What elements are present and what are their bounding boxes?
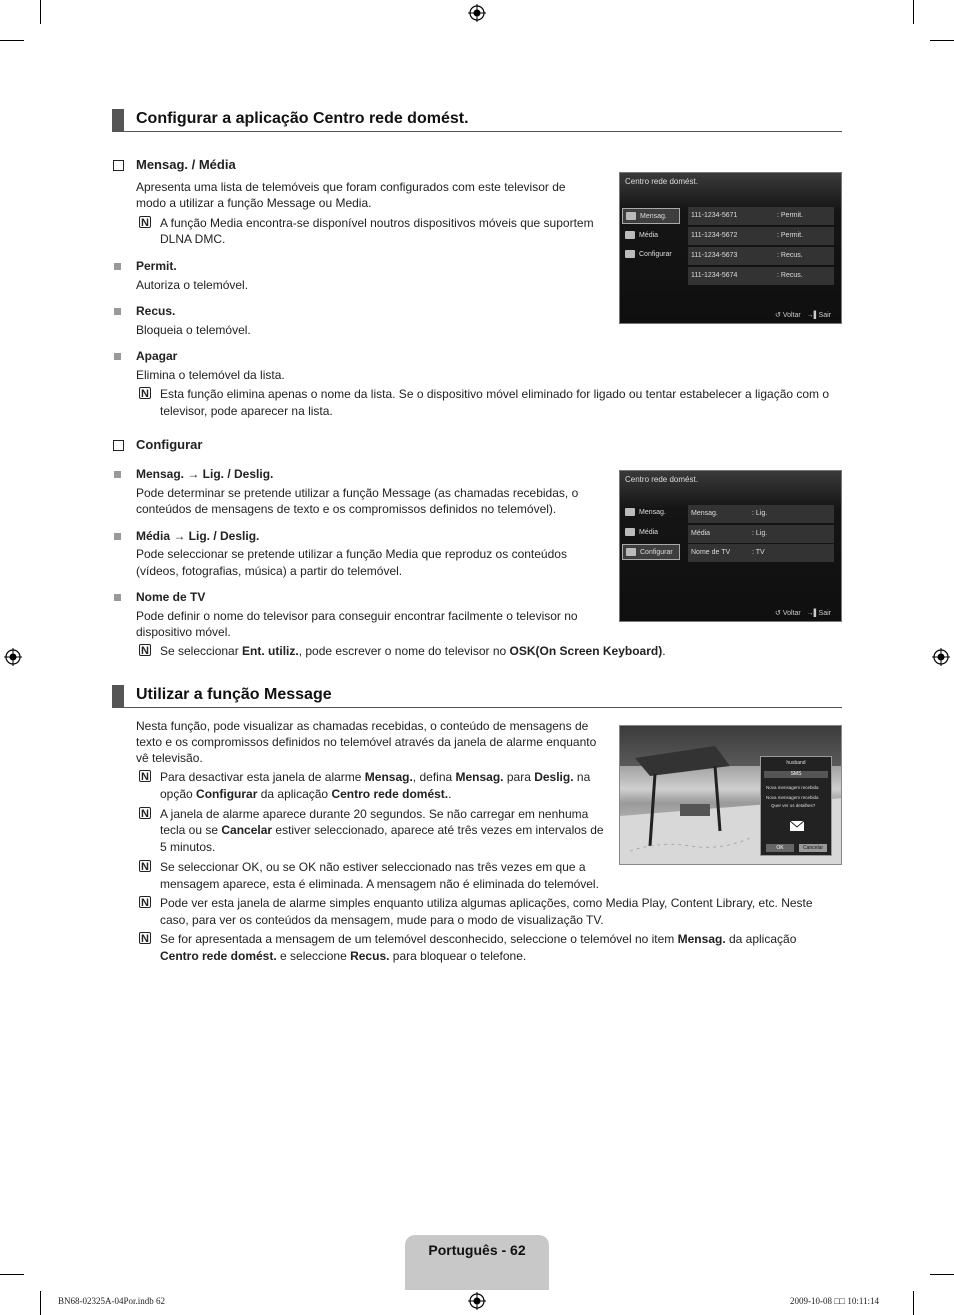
checkbox-bullet-icon bbox=[113, 160, 124, 171]
back-label[interactable]: Voltar bbox=[782, 610, 801, 617]
subsection-heading: Mensag. / Média bbox=[136, 157, 236, 172]
item-text: Pode definir o nome do televisor para conseguir encontrar facilmente o televisor no bbox=[136, 609, 578, 623]
note-icon: N bbox=[139, 387, 151, 399]
tv-list-row[interactable] bbox=[688, 227, 834, 245]
note-icon: N bbox=[139, 216, 151, 228]
note-text: caso, para ver os conteúdos da mensagem, mude para o modo de visualização TV. bbox=[160, 913, 604, 927]
envelope-icon bbox=[626, 212, 636, 220]
text-run: opção bbox=[160, 787, 197, 801]
phone-status: : Recus. bbox=[777, 252, 803, 259]
tv-setting-row[interactable] bbox=[688, 544, 834, 562]
note-icon: N bbox=[139, 932, 151, 944]
menu-label: Configurar bbox=[640, 549, 673, 556]
setting-value: : Lig. bbox=[752, 530, 768, 537]
back-label[interactable]: Voltar bbox=[782, 312, 801, 319]
tv-list-row[interactable] bbox=[688, 207, 834, 225]
alarm-sender: husband bbox=[786, 760, 806, 766]
text-run: Se seleccionar bbox=[160, 644, 243, 658]
tv-menu-mensag[interactable] bbox=[622, 505, 680, 521]
phone-number: 111-1234-5671 bbox=[691, 212, 738, 219]
exit-label[interactable]: Sair bbox=[818, 312, 831, 319]
item-text: dispositivo móvel. bbox=[136, 625, 231, 639]
phone-number: 111-1234-5674 bbox=[691, 272, 738, 279]
note-text: Pode ver esta janela de alarme simples enquanto utiliza algumas aplicações, como Media Play, Content Library, etc. Neste bbox=[160, 896, 813, 910]
setting-key: Média bbox=[691, 530, 711, 537]
media-icon bbox=[625, 528, 635, 536]
text-run: , defina bbox=[412, 770, 456, 784]
text-run: da aplicação bbox=[257, 787, 332, 801]
exit-icon: →▌ bbox=[806, 312, 819, 319]
bullet-square-icon bbox=[114, 594, 121, 601]
note-text bbox=[160, 643, 666, 660]
text-run: . bbox=[662, 644, 666, 658]
note-text: Se seleccionar OK, ou se OK não estiver seleccionado nas três vezes em que a bbox=[160, 860, 586, 874]
item-text: Pode determinar se pretende utilizar a função Message (as chamadas recebidas, o bbox=[136, 486, 579, 500]
setting-key: Nome de TV bbox=[691, 549, 731, 556]
tv-screen-alarm bbox=[619, 725, 842, 865]
note-text: DLNA DMC. bbox=[160, 232, 226, 246]
paragraph: Nesta função, pode visualizar as chamadas recebidas, o conteúdo de mensagens de bbox=[136, 719, 589, 733]
envelope-icon bbox=[789, 820, 805, 832]
tv-list-row[interactable] bbox=[688, 267, 834, 285]
menu-label: Mensag. bbox=[640, 213, 667, 220]
text-run: OSK(On Screen Keyboard) bbox=[509, 644, 663, 658]
text-run: Se for apresentada a mensagem de um telemóvel desconhecido, seleccione o telemóvel no item bbox=[160, 932, 678, 946]
item-text: (vídeos, fotografias, música) a partir do telemóvel. bbox=[136, 564, 403, 578]
text-run: . bbox=[448, 787, 452, 801]
media-icon bbox=[625, 231, 635, 239]
text-run: na bbox=[573, 770, 591, 784]
tv-list-row[interactable] bbox=[688, 247, 834, 265]
item-heading: Mensag. → Lig. / Deslig. bbox=[136, 467, 274, 481]
exit-icon: →▌ bbox=[806, 610, 819, 617]
section-marker bbox=[112, 109, 124, 131]
paragraph: Apresenta uma lista de telemóveis que foram configurados com este televisor de bbox=[136, 180, 566, 194]
note-text: Esta função elimina apenas o nome da lista. Se o dispositivo móvel eliminado for ligado ou tentar estabelecer a ligação com o bbox=[160, 387, 830, 401]
gear-icon bbox=[625, 250, 635, 258]
menu-label: Mensag. bbox=[639, 509, 666, 516]
text-run: Mensag. bbox=[677, 932, 726, 946]
bullet-square-icon bbox=[114, 533, 121, 540]
print-file-name: BN68-02325A-04Por.indb 62 bbox=[58, 1296, 166, 1306]
alarm-cancel-button[interactable]: Cancelar bbox=[799, 844, 827, 852]
note-icon: N bbox=[139, 807, 151, 819]
return-icon: ↺ bbox=[775, 610, 783, 617]
page-number: Português - 62 bbox=[428, 1242, 526, 1258]
tv-footer bbox=[775, 311, 831, 319]
text-run: para bloquear o telefone. bbox=[389, 949, 527, 963]
phone-number: 111-1234-5673 bbox=[691, 252, 738, 259]
note-text bbox=[160, 948, 526, 965]
item-heading: Permit. bbox=[136, 259, 177, 273]
setting-key: Mensag. bbox=[691, 510, 718, 517]
note-icon: N bbox=[139, 644, 151, 656]
text-run: Para desactivar esta janela de alarme bbox=[160, 770, 365, 784]
tv-footer bbox=[775, 609, 831, 617]
item-text: Autoriza o telemóvel. bbox=[136, 278, 249, 292]
registration-mark-icon bbox=[932, 648, 950, 666]
tv-title: Centro rede domést. bbox=[625, 177, 698, 186]
crop-mark bbox=[0, 1274, 24, 1275]
paragraph: vê televisão. bbox=[136, 751, 203, 765]
bullet-square-icon bbox=[114, 263, 121, 270]
menu-label: Configurar bbox=[639, 251, 672, 258]
section-rule bbox=[112, 131, 842, 132]
bullet-square-icon bbox=[114, 308, 121, 315]
paragraph: texto e os compromissos definidos no telemóvel através da janela de alarme enquanto bbox=[136, 735, 597, 749]
note-text bbox=[160, 769, 590, 786]
note-text bbox=[160, 822, 604, 839]
crop-mark bbox=[913, 1291, 914, 1315]
subsection-heading: Configurar bbox=[136, 437, 203, 452]
note-text: mensagem aparece, esta é eliminada. A mensagem não é eliminada do telemóvel. bbox=[160, 877, 599, 891]
alarm-type: SMS bbox=[764, 771, 828, 778]
text-run: , pode escrever o nome do televisor no bbox=[298, 644, 510, 658]
alarm-line: Quer ver os detalhes? bbox=[771, 803, 816, 808]
tv-menu-mensag[interactable] bbox=[622, 208, 680, 224]
print-timestamp: 2009-10-08 □□ 10:11:14 bbox=[790, 1296, 880, 1306]
item-text: conteúdos de mensagens de texto e os compromissos definidos no telemóvel). bbox=[136, 502, 557, 516]
note-text bbox=[160, 786, 451, 803]
phone-status: : Permit. bbox=[777, 212, 804, 219]
phone-number: 111-1234-5672 bbox=[691, 232, 738, 239]
note-text: A janela de alarme aparece durante 20 segundos. Se não carregar em nenhuma bbox=[160, 807, 589, 821]
section-title: Utilizar a função Message bbox=[136, 686, 332, 703]
text-run: Centro rede domést. bbox=[160, 949, 277, 963]
tv-menu-media[interactable] bbox=[622, 228, 680, 244]
section-marker bbox=[112, 685, 124, 707]
gear-icon bbox=[626, 548, 636, 556]
tv-menu-media[interactable] bbox=[622, 525, 680, 541]
note-text: A função Media encontra-se disponível noutros dispositivos móveis que suportem bbox=[160, 216, 594, 230]
text-run: Ent. utiliz. bbox=[242, 644, 299, 658]
crop-mark bbox=[930, 1274, 954, 1275]
tv-menu-configurar[interactable] bbox=[622, 247, 680, 263]
text-run: e seleccione bbox=[276, 949, 351, 963]
tv-title: Centro rede domést. bbox=[625, 475, 698, 484]
crop-mark bbox=[40, 1291, 41, 1315]
checkbox-bullet-icon bbox=[113, 440, 124, 451]
text-run: estiver seleccionado, aparece até três vezes em intervalos de bbox=[272, 823, 604, 837]
item-heading: Recus. bbox=[136, 304, 176, 318]
note-text: televisor, pode aparecer na lista. bbox=[160, 404, 333, 418]
note-text: 5 minutos. bbox=[160, 840, 216, 854]
item-text: Bloqueia o telemóvel. bbox=[136, 323, 251, 337]
crop-mark bbox=[930, 40, 954, 41]
tv-menu-configurar[interactable] bbox=[622, 544, 680, 560]
item-heading: Média → Lig. / Deslig. bbox=[136, 529, 260, 543]
item-heading: Nome de TV bbox=[136, 590, 206, 604]
registration-mark-icon bbox=[468, 4, 486, 22]
text-run: da aplicação bbox=[725, 932, 797, 946]
section-rule bbox=[112, 707, 842, 708]
note-text bbox=[160, 931, 796, 948]
note-icon: N bbox=[139, 896, 151, 908]
crop-mark bbox=[0, 40, 24, 41]
bullet-square-icon bbox=[114, 471, 121, 478]
menu-label: Média bbox=[639, 232, 659, 239]
setting-value: : Lig. bbox=[752, 510, 768, 517]
tv-screen-list bbox=[619, 172, 842, 324]
tv-screen-settings bbox=[619, 470, 842, 622]
text-run: Centro rede domést. bbox=[331, 787, 449, 801]
crop-mark bbox=[40, 0, 41, 24]
crop-mark bbox=[913, 0, 914, 24]
item-text: Elimina o telemóvel da lista. bbox=[136, 368, 285, 382]
envelope-icon bbox=[625, 508, 635, 516]
alarm-line: Nova mensagem recebida bbox=[766, 785, 819, 790]
note-icon: N bbox=[139, 770, 151, 782]
text-run: tecla ou se bbox=[160, 823, 222, 837]
alarm-popup bbox=[760, 756, 832, 856]
phone-status: : Recus. bbox=[777, 272, 803, 279]
section-title: Configurar a aplicação Centro rede domést. bbox=[136, 110, 469, 127]
text-run: Recus. bbox=[350, 949, 390, 963]
bullet-square-icon bbox=[114, 353, 121, 360]
paragraph: modo a utilizar a função Message ou Media. bbox=[136, 196, 372, 210]
exit-label[interactable]: Sair bbox=[818, 610, 831, 617]
setting-value: : TV bbox=[752, 549, 765, 556]
return-icon: ↺ bbox=[775, 312, 783, 319]
menu-label: Média bbox=[639, 529, 659, 536]
note-icon: N bbox=[139, 860, 151, 872]
item-text: Pode seleccionar se pretende utilizar a função Media que reproduz os conteúdos bbox=[136, 547, 567, 561]
text-run: Mensag. bbox=[455, 770, 504, 784]
tv-setting-row[interactable] bbox=[688, 505, 834, 523]
text-run: Mensag. bbox=[364, 770, 413, 784]
text-run: para bbox=[503, 770, 535, 784]
phone-status: : Permit. bbox=[777, 232, 804, 239]
text-run: Cancelar bbox=[221, 823, 273, 837]
registration-mark-icon bbox=[4, 648, 22, 666]
text-run: Configurar bbox=[196, 787, 258, 801]
alarm-line: Nova mensagem recebida bbox=[766, 795, 819, 800]
tv-setting-row[interactable] bbox=[688, 525, 834, 543]
alarm-ok-button[interactable]: OK bbox=[766, 844, 794, 852]
item-heading: Apagar bbox=[136, 349, 178, 363]
registration-mark-icon bbox=[468, 1292, 486, 1310]
text-run: Deslig. bbox=[534, 770, 574, 784]
